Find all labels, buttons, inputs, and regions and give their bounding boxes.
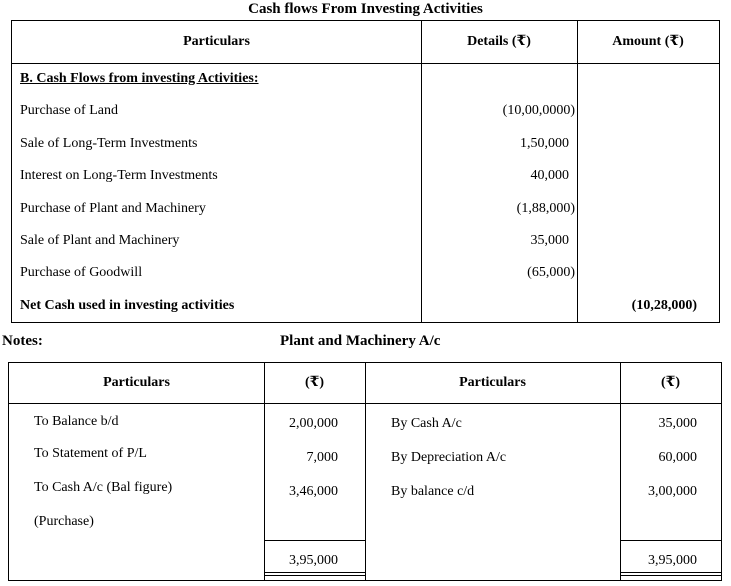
header-divider (12, 63, 719, 64)
debit-particular: To Cash A/c (Bal figure) (34, 480, 173, 495)
debit-total-underline (264, 572, 365, 573)
row-details: 1,50,000 (520, 136, 569, 151)
debit-particular: To Balance b/d (34, 414, 119, 429)
column-divider (577, 21, 578, 322)
debit-amount: 2,00,000 (289, 416, 338, 431)
credit-amount: 35,000 (658, 416, 697, 431)
header-left-particulars: Particulars (103, 375, 170, 390)
header-divider (9, 403, 721, 404)
header-left-amount: (₹) (304, 375, 325, 390)
credit-particular: By Depreciation A/c (391, 450, 507, 465)
header-particulars: Particulars (183, 34, 250, 49)
column-divider (421, 21, 422, 322)
debit-particular: To Statement of P/L (34, 446, 147, 461)
debit-amount: 3,46,000 (289, 484, 338, 499)
header-right-amount: (₹) (660, 375, 681, 390)
debit-total: 3,95,000 (289, 553, 338, 568)
credit-amount: 3,00,000 (648, 484, 697, 499)
row-details: 40,000 (530, 168, 569, 183)
header-right-particulars: Particulars (459, 375, 526, 390)
row-particular: Sale of Plant and Machinery (20, 233, 180, 248)
credit-particular: By balance c/d (391, 484, 475, 499)
debit-amount: 7,000 (306, 450, 338, 465)
debit-particular: (Purchase) (34, 514, 94, 529)
header-details: Details (₹) (467, 34, 531, 49)
row-particular: Interest on Long-Term Investments (20, 168, 218, 183)
net-cash-amount: (10,28,000) (631, 298, 697, 313)
credit-total: 3,95,000 (648, 553, 697, 568)
row-details: 35,000 (530, 233, 569, 248)
row-details: (10,00,0000) (502, 103, 575, 118)
credit-total-rule (620, 540, 721, 541)
net-cash-label: Net Cash used in investing activities (20, 298, 235, 313)
row-particular: Purchase of Goodwill (20, 265, 143, 280)
notes-label: Notes: (2, 333, 43, 349)
header-amount: Amount (₹) (612, 34, 684, 49)
investing-title: Cash flows From Investing Activities (248, 1, 483, 17)
credit-amount: 60,000 (658, 450, 697, 465)
debit-total-double-underline (264, 575, 365, 576)
row-particular: Purchase of Plant and Machinery (20, 201, 206, 216)
row-particular: Purchase of Land (20, 103, 118, 118)
section-heading: B. Cash Flows from investing Activities: (20, 71, 259, 86)
credit-total-double-underline (620, 575, 721, 576)
plant-account-table (8, 362, 722, 581)
credit-particular: By Cash A/c (391, 416, 462, 431)
plant-title: Plant and Machinery A/c (280, 333, 441, 349)
investing-table (11, 20, 720, 323)
debit-total-rule (264, 540, 365, 541)
row-details: (1,88,000) (516, 201, 575, 216)
credit-total-underline (620, 572, 721, 573)
row-details: (65,000) (527, 265, 575, 280)
row-particular: Sale of Long-Term Investments (20, 136, 198, 151)
